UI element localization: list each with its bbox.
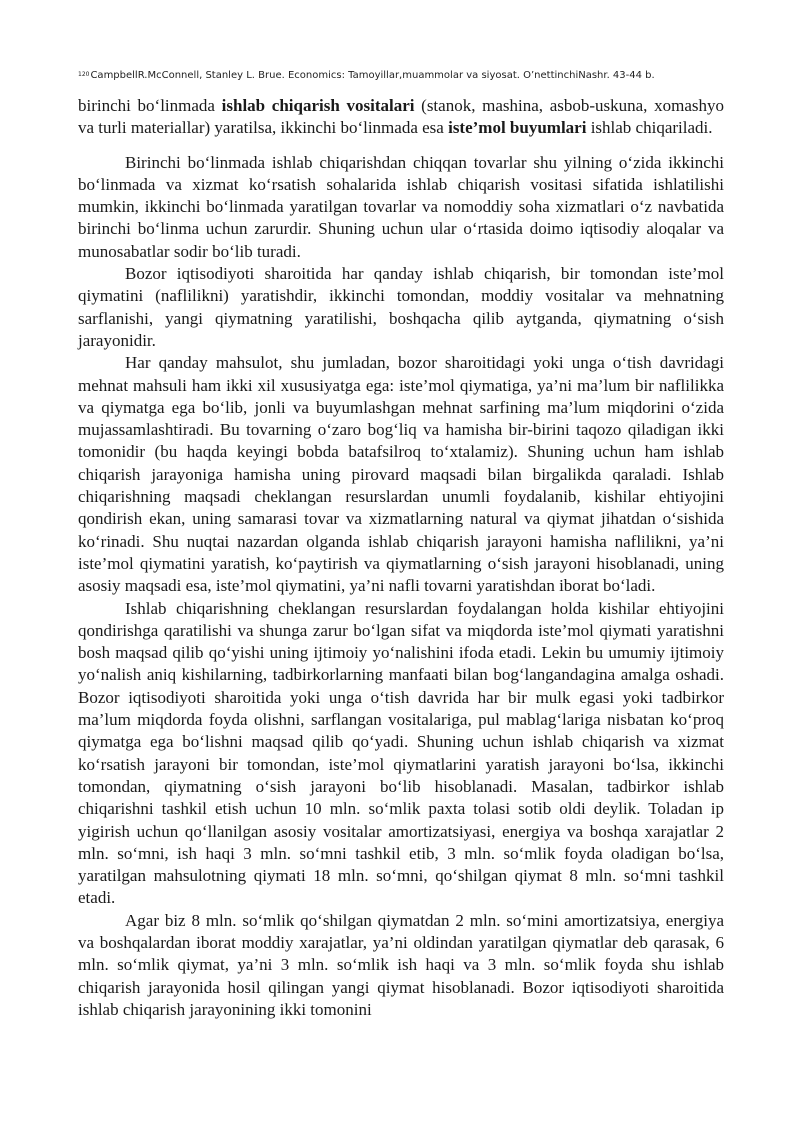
footnote <box>78 69 728 83</box>
intro-paragraph <box>78 95 724 140</box>
paragraph-2: Bozor iqtisodiyoti sharoitida har qanday ishlab chiqarish, bir tomondan iste’mol qiymatini (naflilikni) yaratishdir, ikkinchi tomondan, moddiy vositalar va mehnatning sarflanishi, yangi qiymatning yaratilishi, boshqacha qilib aytganda, qiymatning o‘sish jarayonidir. <box>78 264 724 350</box>
intro-text-1: birinchi bo‘linmada <box>78 96 222 115</box>
footnote-text: CampbellR.McConnell, Stanley L. Brue. Economics: Tamoyillar,muammolar va siyosat. O’nettinchiNashr. 43-44 b. <box>90 70 655 81</box>
footnote-number: 120 <box>78 71 90 78</box>
paragraph-5: Agar biz 8 mln. so‘mlik qo‘shilgan qiymatdan 2 mln. so‘mini amortizatsiya, energiya va boshqalardan iborat moddiy xarajatlar, ya’ni oldindan yaratilgan qiymatlar deb qarasak, 6 mln. so‘mlik qiymat, ya’ni 3 mln. so‘mlik ish haqi va 3 mln. so‘mlik foyda shu ishlab chiqarish jarayonida hosil qilingan yangi qiymat hisoblanadi. Bozor iqtisodiyoti sharoitida ishlab chiqarish jarayonining ikki tomonini <box>78 910 724 1019</box>
intro-text-3: ishlab chiqariladi. <box>586 118 713 138</box>
intro-bold-2: iste’mol buyumlari <box>448 118 587 138</box>
intro-text-2: (stanok, mashina, asbob-uskuna, xomashyo va turli materiallar) yaratilsa, ikkinchi bo‘linmada esa <box>78 96 724 138</box>
paragraph-3: Har qanday mahsulot, shu jumladan, bozor sharoitidagi yoki unga o‘tish davridagi mehnat mahsuli ham ikki xil xususiyatga ega: iste’mol qiymatiga, ya’ni ma’lum bir naflilikka va qiymatga ega bo‘lib, jonli va buyumlashgan mehnat sarfining ma’lum miqdorini o‘zida mujassamlashtiradi. Bu tovarning o‘zaro bog‘liq va hamisha bir-birini taqozo qiladigan ikki tomonidir (bu haqda keyingi bobda batafsilroq to‘xtalamiz). Shuning uchun ham ishlab chiqarish jarayoniga hamisha uning pirovard maqsadi bilan birgalikda qaraladi. Ishlab chiqarishning maqsadi cheklangan resurslardan unumli foydalanib, kishilar ehtiyojini qondirish ekan, uning samarasi tovar va xizmatlarning natural va qiymat jihatdan o‘sishida ko‘rinadi. Shu nuqtai nazardan olganda ishlab chiqarish jarayoni hamisha naflilikni, ya’ni iste’mol qiymatini yaratish, ko‘paytirish va qiymatlarning o‘sish jarayoni hisoblanadi, uning asosiy maqsadi esa, iste’mol qiymatini, ya’ni nafli tovarni yaratishdan iborat bo‘ladi. <box>78 353 724 596</box>
intro-bold-1: ishlab chiqarish vositalari <box>221 96 415 115</box>
paragraph-4: Ishlab chiqarishning cheklangan resurslardan foydalangan holda kishilar ehtiyojini qondirishga qaratilishi va shunga zarur bo‘lgan sifat va miqdorda iste’mol qiymati yaratishni bosh maqsad qilib qo‘yishi uning ijtimoiy yo‘nalishini ifoda etadi. Lekin bu umumiy ijtimoiy yo‘nalish aniq kishilarning, tadbirkorlarning manfaati bilan bog‘langandagina amalga oshadi. Bozor iqtisodiyoti sharoitida yoki unga o‘tish davrida har bir mulk egasi yoki tadbirkor ma’lum miqdorda foyda olishni, sarflangan vositalariga, pul mablag‘lariga nisbatan ko‘proq qiymatga ega bo‘lishni maqsad qilib qo‘yadi. Shuning uchun ishlab chiqarish va xizmat ko‘rsatish jarayoni bir tomondan, iste’mol qiymatlarini yaratish jarayoni bo‘lsa, ikkinchi tomondan, qiymatning o‘sish jarayoni bo‘lib hisoblanadi. Masalan, tadbirkor ishlab chiqarishni tashkil etish uchun 10 mln. so‘mlik paxta tolasi sotib oldi deylik. Toladan ip yigirish uchun qo‘llanilgan asosiy vositalar amortizatsiyasi, energiya va boshqa xarajatlar 2 mln. so‘mni, ish haqi 3 mln. so‘mni tashkil etib, 3 mln. so‘mlik foyda oladigan bo‘lsa, yaratilgan mahsulotning qiymati 18 mln. so‘mni, qo‘shilgan qiymat 8 mln. so‘mni tashkil etadi. <box>78 598 724 908</box>
body-text <box>78 95 724 1021</box>
paragraph-1: Birinchi bo‘linmada ishlab chiqarishdan chiqqan tovarlar shu yilning o‘zida ikkinchi bo‘linmada va xizmat ko‘rsatish sohalarida ishlab chiqarish vositasi sifatida ishlatilishi mumkin, ikkinchi bo‘linmada yaratilgan tovarlar va nomoddiy soha xizmatlari o‘z navbatida birinchi bo‘linma uchun zarurdir. Shuning uchun ular o‘rtasida doimo iqtisodiy aloqalar va munosabatlar sodir bo‘lib turadi. <box>78 152 724 261</box>
